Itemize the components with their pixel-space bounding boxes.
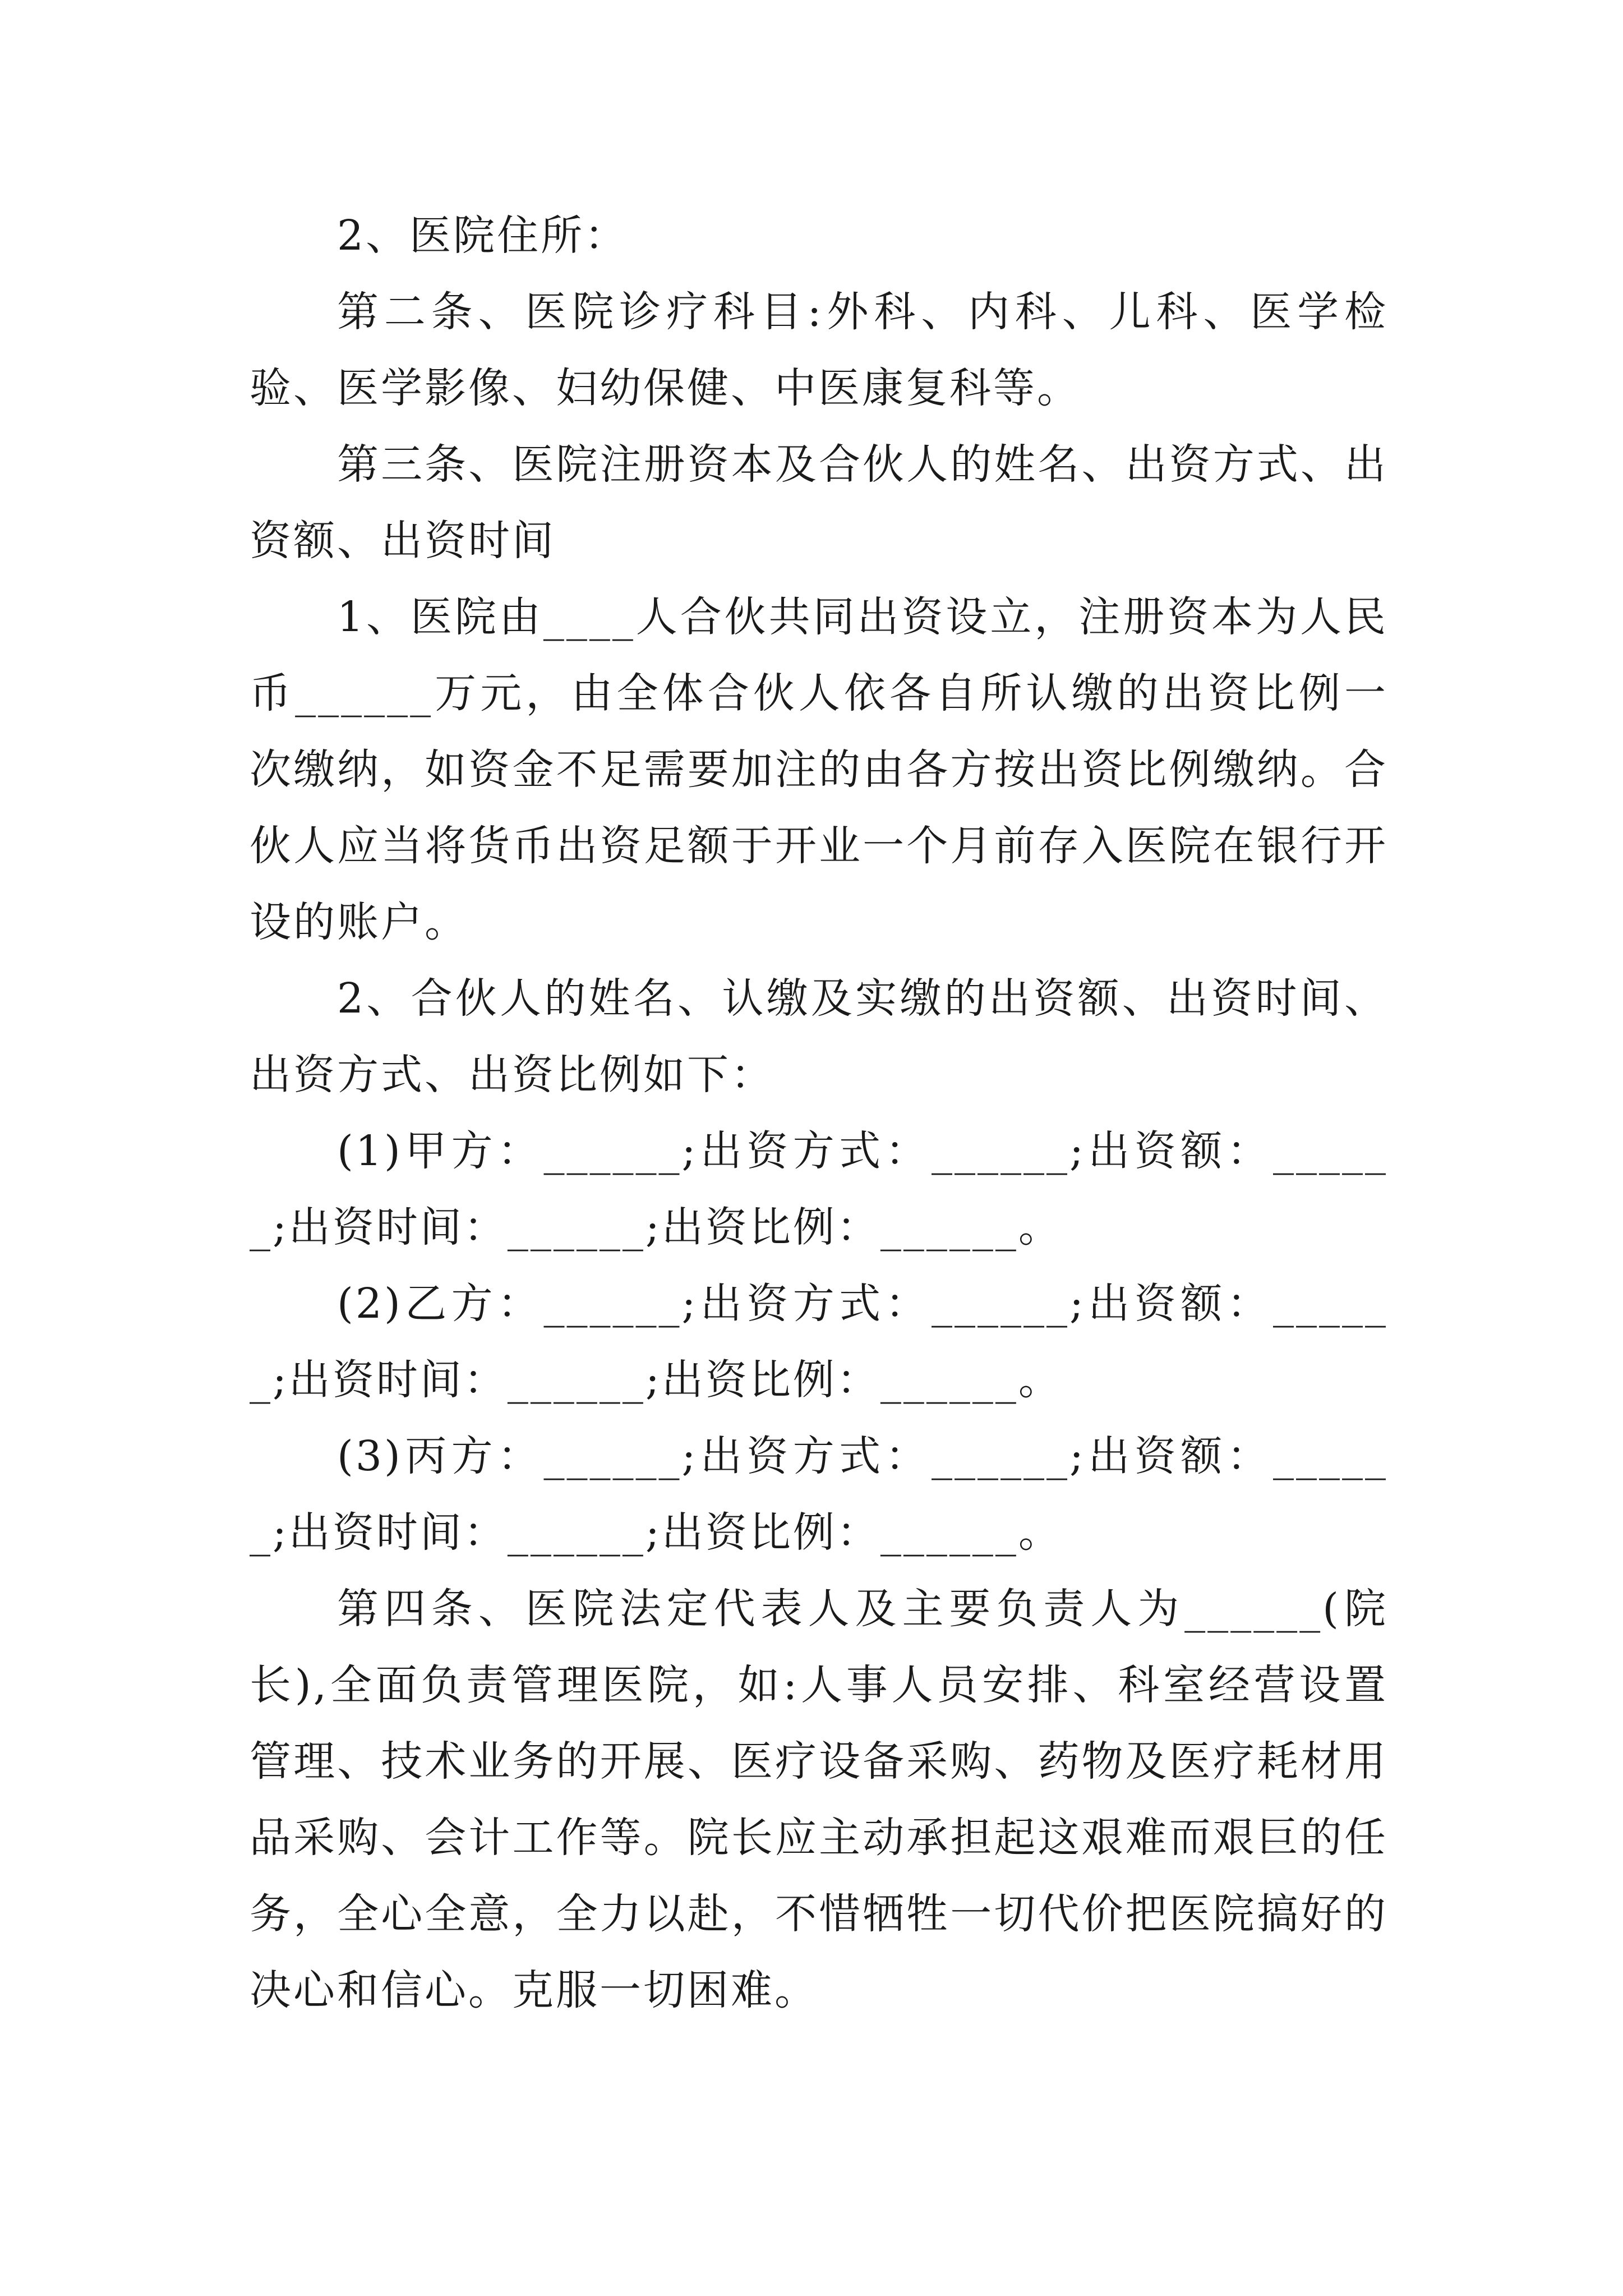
paragraph-article-3-heading: 第三条、医院注册资本及合伙人的姓名、出资方式、出资额、出资时间 [250, 440, 1388, 565]
paragraph-partner-a: (1)甲方：______;出资方式：______;出资额：______;出资时间：______;出资比例：______。 [250, 1127, 1388, 1251]
paragraph-article-2-departments: 第二条、医院诊疗科目:外科、内科、儿科、医学检验、医学影像、妇幼保健、中医康复科等。 [250, 288, 1388, 412]
document-body [250, 197, 1388, 2028]
paragraph-capital-contribution: 1、医院由____人合伙共同出资设立，注册资本为人民币______万元，由全体合伙人依各自所认缴的出资比例一次缴纳，如资金不足需要加注的由各方按出资比例缴纳。合伙人应当将货币出资足额于开业一个月前存入医院在银行开设的账户。 [250, 593, 1388, 946]
paragraph-partner-c: (3)丙方：______;出资方式：______;出资额：______;出资时间：______;出资比例：______。 [250, 1432, 1388, 1557]
paragraph-article-4-legal-representative: 第四条、医院法定代表人及主要负责人为______(院长),全面负责管理医院，如:人事人员安排、科室经营设置管理、技术业务的开展、医疗设备采购、药物及医疗耗材用品采购、会计工作等。院长应主动承担起这艰难而艰巨的任务，全心全意，全力以赴，不惜牺牲一切代价把医院搞好的决心和信心。克服一切困难。 [250, 1585, 1388, 2014]
paragraph-partner-b: (2)乙方：______;出资方式：______;出资额：______;出资时间：______;出资比例：______。 [250, 1280, 1388, 1404]
paragraph-partner-list-intro: 2、合伙人的姓名、认缴及实缴的出资额、出资时间、出资方式、出资比例如下： [250, 974, 1388, 1099]
paragraph-hospital-address: 2、医院住所： [337, 211, 629, 260]
